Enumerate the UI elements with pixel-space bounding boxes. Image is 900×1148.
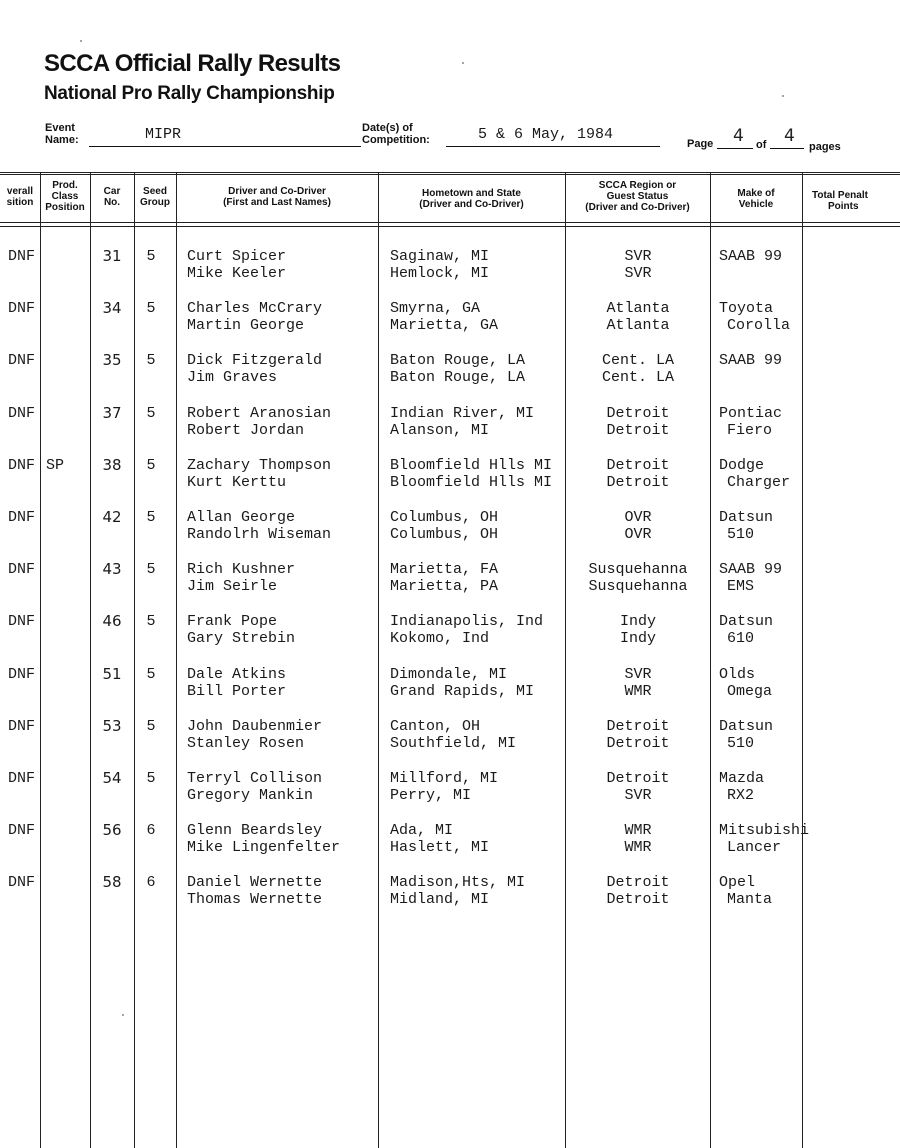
header-car-number: Car No. [103,186,121,208]
overall-position: DNF [8,874,36,891]
driver-names: Robert Aranosian Robert Jordan [187,405,332,439]
seed-group: 5 [146,248,156,265]
seed-group: 5 [146,509,156,526]
car-number: 37 [102,404,122,422]
hometown: Dimondale, MI Grand Rapids, MI [390,666,535,700]
driver-names: John Daubenmier Stanley Rosen [187,718,323,752]
overall-position: DNF [8,509,36,526]
seed-group: 5 [146,457,156,474]
column-divider [134,172,135,1148]
driver-names: Dick Fitzgerald Jim Graves [187,352,323,386]
vehicle-make: Dodge Charger [719,457,791,491]
overall-position: DNF [8,666,36,683]
car-number: 51 [102,665,122,683]
hometown: Baton Rouge, LA Baton Rouge, LA [390,352,526,386]
driver-names: Rich Kushner Jim Seirle [187,561,296,595]
class-position: SP [46,457,65,474]
vehicle-make: Mitsubishi Lancer [719,822,810,856]
header-overall-position: verall sition [6,186,34,208]
region: SVR WMR [624,666,652,700]
vehicle-make: Opel Manta [719,874,773,908]
hometown: Smyrna, GA Marietta, GA [390,300,499,334]
header-bottom-rule [0,222,900,223]
header-hometown: Hometown and State (Driver and Co-Driver) [419,188,524,210]
vehicle-make: SAAB 99 EMS [719,561,783,595]
region: SVR SVR [624,248,652,282]
event-name: MIPR [145,126,182,143]
header-bottom-rule-double [0,226,900,227]
hometown: Millford, MI Perry, MI [390,770,499,804]
vehicle-make: Datsun 510 [719,718,774,752]
hometown: Bloomfield Hlls MI Bloomfield Hlls MI [390,457,553,491]
region: Indy Indy [619,613,656,647]
region: OVR OVR [624,509,652,543]
column-divider [176,172,177,1148]
column-divider [710,172,711,1148]
vehicle-make: Mazda RX2 [719,770,765,804]
driver-names: Zachary Thompson Kurt Kerttu [187,457,332,491]
region: Atlanta Atlanta [606,300,670,334]
column-divider [40,172,41,1148]
competition-date: 5 & 6 May, 1984 [478,126,614,143]
overall-position: DNF [8,822,36,839]
page-total-underline [770,148,804,149]
page-number: 4 [733,126,744,146]
region: WMR WMR [624,822,652,856]
header-make: Make of Vehicle [737,188,775,210]
hometown: Madison,Hts, MI Midland, MI [390,874,526,908]
table-top-rule-double [0,174,900,175]
vehicle-make: Pontiac Fiero [719,405,783,439]
table-top-rule [0,172,900,173]
page-label: Page [687,138,714,150]
seed-group: 5 [146,718,156,735]
car-number: 43 [102,560,122,578]
car-number: 46 [102,612,122,630]
vehicle-make: SAAB 99 [719,248,783,265]
vehicle-make: Datsun 610 [719,613,774,647]
hometown: Indianapolis, Ind Kokomo, Ind [390,613,544,647]
seed-group: 5 [146,770,156,787]
hometown: Indian River, MI Alanson, MI [390,405,535,439]
hometown: Saginaw, MI Hemlock, MI [390,248,490,282]
header-seed-group: Seed Group [140,186,170,208]
vehicle-make: Datsun 510 [719,509,774,543]
vehicle-make: SAAB 99 [719,352,783,369]
vehicle-make: Olds Omega [719,666,773,700]
date-label: Date(s) of Competition: [362,122,430,146]
region: Detroit SVR [606,770,670,804]
date-underline [446,146,660,147]
vehicle-make: Toyota Corolla [719,300,791,334]
seed-group: 5 [146,352,156,369]
hometown: Ada, MI Haslett, MI [390,822,490,856]
car-number: 42 [102,508,122,526]
page-total: 4 [784,126,795,146]
column-divider [378,172,379,1148]
driver-names: Charles McCrary Martin George [187,300,323,334]
header-class-position: Prod. Class Position [45,180,85,213]
scan-speck [122,1014,124,1016]
event-name-underline [89,146,361,147]
seed-group: 5 [146,561,156,578]
column-divider [90,172,91,1148]
seed-group: 6 [146,874,156,891]
overall-position: DNF [8,352,36,369]
region: Detroit Detroit [606,457,670,491]
region: Cent. LA Cent. LA [601,352,674,386]
driver-names: Frank Pope Gary Strebin [187,613,296,647]
region: Detroit Detroit [606,405,670,439]
region: Susquehanna Susquehanna [588,561,688,595]
seed-group: 5 [146,405,156,422]
car-number: 56 [102,821,122,839]
car-number: 58 [102,873,122,891]
scan-speck [80,40,82,42]
scan-speck [462,62,464,64]
form-subtitle: National Pro Rally Championship [44,83,335,104]
driver-names: Daniel Wernette Thomas Wernette [187,874,323,908]
overall-position: DNF [8,770,36,787]
car-number: 31 [102,247,122,265]
hometown: Marietta, FA Marietta, PA [390,561,499,595]
driver-names: Allan George Randolrh Wiseman [187,509,332,543]
pages-label: pages [809,141,841,153]
hometown: Canton, OH Southfield, MI [390,718,517,752]
of-label: of [756,139,767,151]
driver-names: Dale Atkins Bill Porter [187,666,287,700]
overall-position: DNF [8,718,36,735]
overall-position: DNF [8,457,36,474]
region: Detroit Detroit [606,874,670,908]
overall-position: DNF [8,248,36,265]
event-label: Event Name: [45,122,79,146]
car-number: 53 [102,717,122,735]
column-divider [802,172,803,1148]
seed-group: 5 [146,300,156,317]
form-title: SCCA Official Rally Results [44,50,341,77]
seed-group: 6 [146,822,156,839]
header-penalty-points: Total Penalt Points [812,190,868,212]
overall-position: DNF [8,405,36,422]
car-number: 34 [102,299,122,317]
overall-position: DNF [8,613,36,630]
region: Detroit Detroit [606,718,670,752]
hometown: Columbus, OH Columbus, OH [390,509,499,543]
driver-names: Curt Spicer Mike Keeler [187,248,287,282]
car-number: 54 [102,769,122,787]
driver-names: Terryl Collison Gregory Mankin [187,770,323,804]
seed-group: 5 [146,666,156,683]
car-number: 35 [102,351,122,369]
scan-speck [782,95,784,97]
page-number-underline [717,148,753,149]
driver-names: Glenn Beardsley Mike Lingenfelter [187,822,341,856]
overall-position: DNF [8,300,36,317]
seed-group: 5 [146,613,156,630]
header-region: SCCA Region or Guest Status (Driver and Co-Driver) [585,180,690,213]
car-number: 38 [102,456,122,474]
overall-position: DNF [8,561,36,578]
column-divider [565,172,566,1148]
header-driver: Driver and Co-Driver (First and Last Names) [223,186,331,208]
